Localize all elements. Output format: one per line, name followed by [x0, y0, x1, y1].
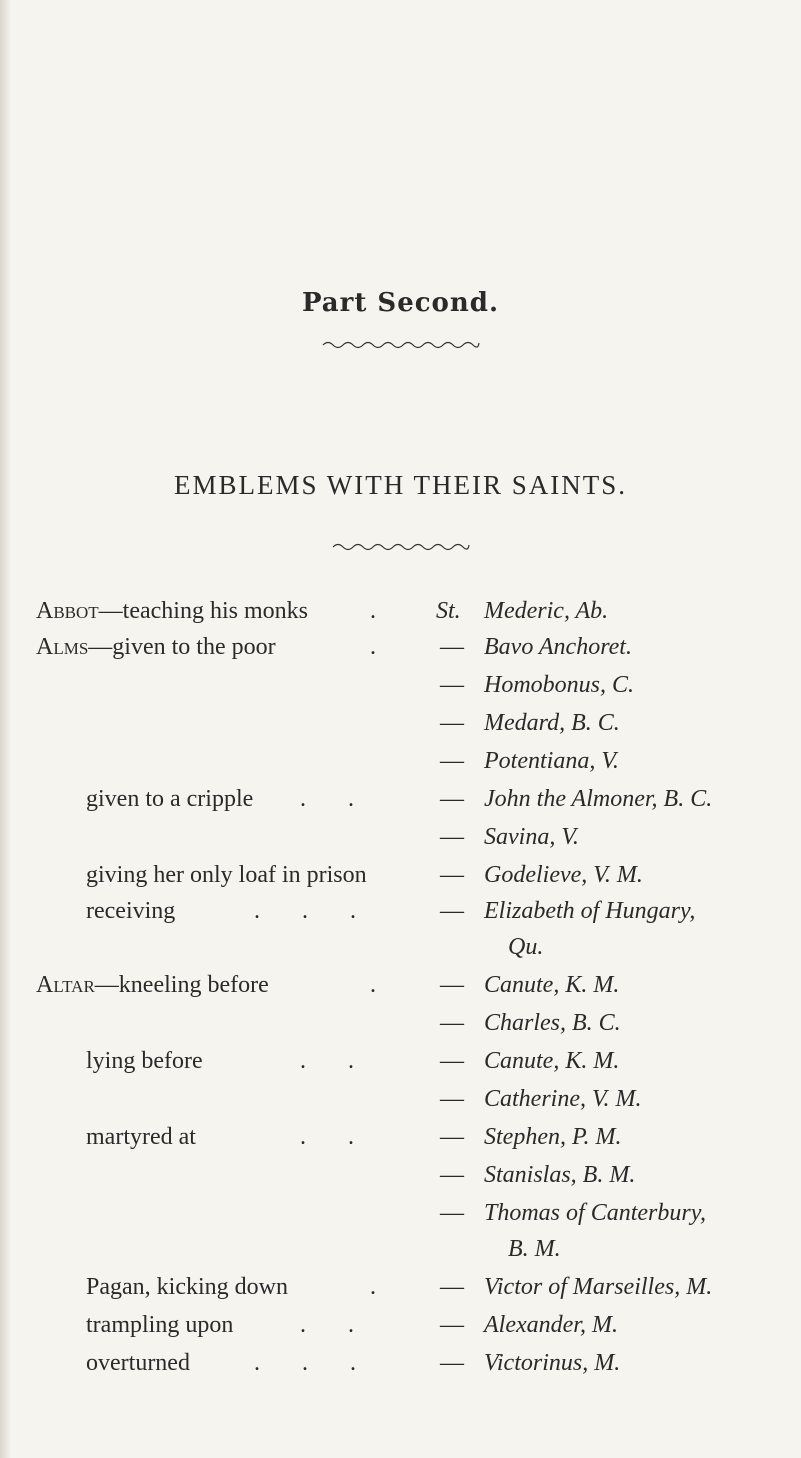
emblem-qualifier: —given to the poor	[88, 634, 276, 660]
saint-name: Canute, K. M.	[484, 1048, 620, 1074]
saint-name: Thomas of Canterbury,	[484, 1200, 707, 1226]
entry-subject	[86, 1344, 190, 1382]
entry-row	[0, 1042, 801, 1080]
entry-subject	[36, 592, 308, 630]
saint-prefix: —	[440, 1200, 464, 1226]
saint-prefix: —	[440, 786, 464, 812]
saint-name: Bavo Anchoret.	[484, 634, 632, 660]
saint-prefix: —	[440, 1010, 464, 1036]
entry-row	[0, 1156, 801, 1194]
saint-prefix: —	[440, 862, 464, 888]
emblem-qualifier: lying before	[86, 1048, 203, 1074]
saint-prefix: —	[440, 1162, 464, 1188]
saint-name: Mederic, Ab.	[484, 598, 609, 624]
saint-name: Qu.	[508, 934, 544, 960]
saint-prefix: St.	[436, 598, 461, 624]
emblem-qualifier: trampling upon	[86, 1312, 234, 1338]
emblem-qualifier: overturned	[86, 1350, 190, 1376]
entry-subject	[86, 1118, 196, 1156]
leader-dots: .	[370, 972, 394, 998]
entry-subject	[86, 780, 253, 818]
saint-name: John the Almoner, B. C.	[484, 786, 713, 812]
entry-row	[0, 1194, 801, 1232]
saint-prefix: —	[440, 1048, 464, 1074]
leader-dots: . .	[300, 1312, 372, 1338]
saint-prefix: —	[440, 1350, 464, 1376]
entry-subject	[36, 628, 276, 666]
saint-name: Elizabeth of Hungary,	[484, 898, 696, 924]
entry-row	[0, 628, 801, 666]
leader-dots: . .	[300, 1124, 372, 1150]
entry-subject	[86, 1306, 233, 1344]
entry-row	[0, 1268, 801, 1306]
leader-dots: . . .	[254, 1350, 374, 1376]
leader-dots: . .	[300, 1048, 372, 1074]
entry-row	[0, 666, 801, 704]
entry-row	[0, 704, 801, 742]
saint-prefix: —	[440, 748, 464, 774]
entry-row	[0, 966, 801, 1004]
leader-dots: . . .	[254, 898, 374, 924]
emblem-qualifier: giving her only loaf in prison	[86, 862, 367, 888]
saint-prefix: —	[440, 634, 464, 660]
emblem-qualifier: —teaching his monks	[98, 598, 308, 624]
saint-name: Stanislas, B. M.	[484, 1162, 636, 1188]
entry-subject	[86, 856, 367, 894]
section-heading: EMBLEMS WITH THEIR SAINTS.	[173, 470, 627, 500]
entry-row	[0, 780, 801, 818]
saint-prefix: —	[440, 1274, 464, 1300]
part-title: Part Second.	[301, 288, 500, 318]
emblem-qualifier: receiving	[86, 898, 176, 924]
entry-row	[0, 1344, 801, 1382]
saint-name: Alexander, M.	[484, 1312, 618, 1338]
entry-row	[0, 1118, 801, 1156]
entry-row	[0, 1306, 801, 1344]
entry-row	[0, 856, 801, 894]
saint-name: B. M.	[508, 1236, 561, 1262]
entry-row	[0, 892, 801, 930]
entry-row	[0, 1080, 801, 1118]
saint-name: Godelieve, V. M.	[484, 862, 643, 888]
saint-name: Homobonus, C.	[484, 672, 635, 698]
saint-name: Charles, B. C.	[484, 1010, 621, 1036]
emblem-qualifier: given to a cripple	[86, 786, 254, 812]
emblem-keyword: Abbot	[36, 598, 99, 624]
entry-row	[0, 742, 801, 780]
saint-name: Victorinus, M.	[484, 1350, 621, 1376]
entry-subject	[36, 966, 269, 1004]
emblem-qualifier: Pagan, kicking down	[86, 1274, 288, 1300]
leader-dots: .	[370, 1274, 394, 1300]
entry-row	[0, 1004, 801, 1042]
leader-dots: .	[370, 634, 394, 660]
emblem-keyword: Alms	[36, 634, 89, 660]
saint-prefix: —	[440, 672, 464, 698]
emblem-qualifier: —kneeling before	[94, 972, 269, 998]
saint-name: Potentiana, V.	[484, 748, 619, 774]
leader-dots: . .	[300, 786, 372, 812]
entry-row	[0, 1230, 801, 1268]
emblem-qualifier: martyred at	[86, 1124, 196, 1150]
entry-subject	[86, 892, 175, 930]
leader-dots: .	[370, 598, 394, 624]
saint-name: Canute, K. M.	[484, 972, 620, 998]
saint-name: Savina, V.	[484, 824, 579, 850]
saint-prefix: —	[440, 1124, 464, 1150]
saint-name: Medard, B. C.	[484, 710, 620, 736]
entry-row	[0, 592, 801, 630]
saint-name: Victor of Marseilles, M.	[484, 1274, 713, 1300]
saint-prefix: —	[440, 824, 464, 850]
entry-subject	[86, 1268, 288, 1306]
saint-prefix: —	[440, 710, 464, 736]
saint-prefix: —	[440, 898, 464, 924]
entry-row	[0, 928, 801, 966]
emblem-keyword: Altar	[36, 972, 95, 998]
entry-subject	[86, 1042, 203, 1080]
saint-prefix: —	[440, 1312, 464, 1338]
saint-prefix: —	[440, 1086, 464, 1112]
saint-prefix: —	[440, 972, 464, 998]
saint-name: Catherine, V. M.	[484, 1086, 642, 1112]
saint-name: Stephen, P. M.	[484, 1124, 622, 1150]
entry-row	[0, 818, 801, 856]
